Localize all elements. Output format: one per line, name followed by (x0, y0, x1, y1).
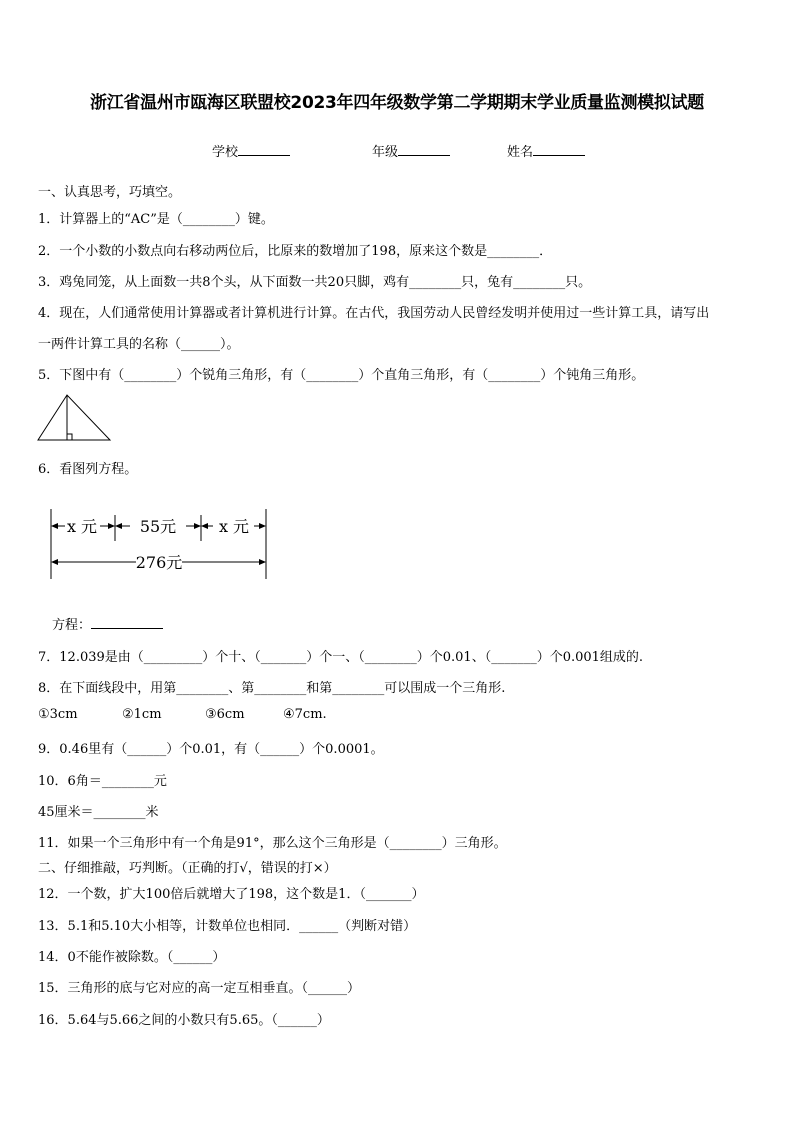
arrow-head (51, 559, 58, 565)
school-label: 学校 (212, 145, 239, 160)
arrow-head (201, 523, 208, 529)
equation-answer (52, 614, 163, 633)
label-276: 276元 (135, 553, 183, 572)
question-6: 6．看图列方程。 (38, 462, 138, 477)
question-16: 16．5.64与5.66之间的小数只有5.65。（______） (38, 1013, 330, 1028)
grade-blank[interactable] (398, 143, 450, 156)
section-2-heading: 二、仔细推敲，巧判断。（正确的打√，错误的打×） (38, 861, 337, 876)
triangle-figure (36, 393, 112, 443)
right-angle-mark (67, 434, 72, 440)
question-10-part-1: 10．6角＝________元 (38, 774, 167, 789)
question-5: 5．下图中有（________）个锐角三角形，有（________）个直角三角形，有（________）个钝角三角形。 (38, 368, 645, 383)
equation-blank[interactable] (91, 616, 163, 629)
equation-label: 方程： (52, 618, 92, 633)
question-9: 9．0.46里有（______）个0.01，有（______）个0.0001。 (38, 742, 384, 757)
q8-option-1: ①3cm (38, 707, 78, 722)
arrow-head (51, 523, 58, 529)
arrow-head (194, 523, 201, 529)
label-55: 55元 (139, 517, 177, 536)
question-15: 15．三角形的底与它对应的高一定互相垂直。（______） (38, 981, 361, 996)
school-blank[interactable] (238, 143, 290, 156)
q8-option-2: ②1cm (122, 707, 162, 722)
arrow-head (115, 523, 122, 529)
outer-triangle (38, 395, 110, 440)
question-13: 13．5.1和5.10大小相等，计数单位也相同．______（判断对错） (38, 919, 417, 934)
arrow-head (108, 523, 115, 529)
question-1: 1．计算器上的“AC”是（________）键。 (38, 212, 274, 227)
label-x-right: x 元 (218, 517, 250, 536)
question-2: 2．一个小数的小数点向右移动两位后，比原来的数增加了198，原来这个数是________． (38, 244, 553, 259)
question-7: 7．12.039是由（_________）个十、（_______）个一、（________）个0.01、（_______）个0.001组成的. (38, 650, 644, 665)
label-x-left: x 元 (66, 517, 98, 536)
grade-label: 年级 (372, 145, 399, 160)
question-10-part-2: 45厘米＝________米 (38, 805, 159, 820)
segment-diagram (46, 505, 272, 583)
school-field (212, 141, 290, 160)
name-blank[interactable] (533, 143, 585, 156)
question-4-line-1: 4．现在，人们通常使用计算器或者计算机进行计算。在古代，我国劳动人民曾经发明并使用过一些计算工具，请写出 (38, 306, 710, 321)
question-14: 14．0不能作被除数。（______） (38, 950, 226, 965)
name-field (507, 141, 585, 160)
name-label: 姓名 (507, 145, 534, 160)
q8-option-3: ③6cm (205, 707, 245, 722)
question-8: 8．在下面线段中，用第________、第________和第________可以围成一个三角形. (38, 681, 506, 696)
question-11: 11．如果一个三角形中有一个角是91°，那么这个三角形是（________）三角形。 (38, 836, 507, 851)
section-1-heading: 一、认真思考，巧填空。 (38, 185, 182, 200)
arrow-head (259, 559, 266, 565)
q8-option-4: ④7cm. (283, 707, 327, 722)
question-12: 12．一个数，扩大100倍后就增大了198，这个数是1．（_______） (38, 887, 425, 902)
grade-field (372, 141, 450, 160)
question-3: 3．鸡兔同笼，从上面数一共8个头，从下面数一共20只脚，鸡有________只，兔有________只。 (38, 275, 592, 290)
page-title: 浙江省温州市瓯海区联盟校2023年四年级数学第二学期期末学业质量监测模拟试题 (90, 93, 704, 113)
question-4-line-2: 一两件计算工具的名称（______）。 (38, 337, 240, 352)
arrow-head (259, 523, 266, 529)
